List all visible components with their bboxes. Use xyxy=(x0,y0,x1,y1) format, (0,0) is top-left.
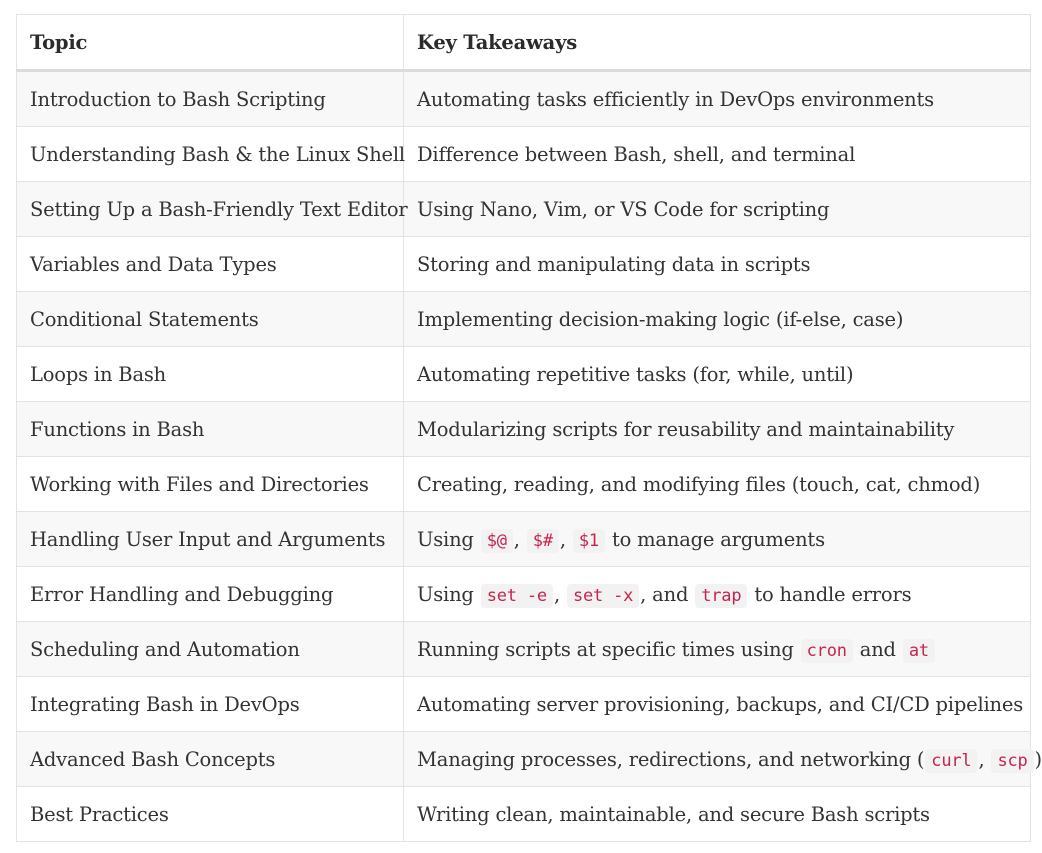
content-area xyxy=(16,14,1042,842)
takeaway-text: , xyxy=(513,527,526,551)
inline-code: scp xyxy=(991,749,1033,773)
header-key-takeaways: Key Takeaways xyxy=(404,15,1031,71)
takeaway-text: Managing processes, redirections, and networking ( xyxy=(417,747,925,771)
inline-code: $@ xyxy=(481,529,513,553)
topic-cell: Best Practices xyxy=(17,787,404,842)
takeaway-text: Automating server provisioning, backups, and CI/CD pipelines xyxy=(417,692,1024,716)
table-row xyxy=(17,237,1031,292)
takeaway-cell xyxy=(404,292,1031,347)
table-header xyxy=(17,15,1031,71)
takeaway-cell xyxy=(404,787,1031,842)
takeaway-cell xyxy=(404,127,1031,182)
table-row xyxy=(17,677,1031,732)
topic-cell: Functions in Bash xyxy=(17,402,404,457)
topic-cell: Variables and Data Types xyxy=(17,237,404,292)
table-row xyxy=(17,732,1031,787)
inline-code: set -x xyxy=(567,584,639,608)
takeaway-text: Using Nano, Vim, or VS Code for scripting xyxy=(417,197,830,221)
takeaway-text: Implementing decision-making logic (if-else, case) xyxy=(417,307,904,331)
bash-topics-table xyxy=(16,14,1042,842)
takeaway-cell xyxy=(404,402,1031,457)
takeaway-text: Automating tasks efficiently in DevOps environments xyxy=(417,87,934,111)
table-row xyxy=(17,457,1031,512)
takeaway-cell xyxy=(404,182,1031,237)
takeaway-cell xyxy=(404,237,1031,292)
takeaway-cell xyxy=(404,347,1031,402)
table-body xyxy=(17,71,1042,842)
topic-cell: Advanced Bash Concepts xyxy=(17,732,404,787)
table-row xyxy=(17,71,1031,127)
table-row xyxy=(17,127,1031,182)
topic-cell: Understanding Bash & the Linux Shell xyxy=(17,127,404,182)
table-row xyxy=(17,787,1031,842)
table-row xyxy=(17,622,1031,677)
takeaway-text: Automating repetitive tasks (for, while, until) xyxy=(417,362,854,386)
takeaway-cell xyxy=(404,71,1031,127)
table-row xyxy=(17,402,1031,457)
takeaway-cell xyxy=(404,567,1031,622)
inline-code: $# xyxy=(527,529,559,553)
header-topic: Topic xyxy=(17,15,404,71)
table-row xyxy=(17,567,1031,622)
table-row xyxy=(17,182,1031,237)
topic-cell: Scheduling and Automation xyxy=(17,622,404,677)
takeaway-text: and xyxy=(853,637,902,661)
table-row xyxy=(17,512,1031,567)
takeaway-text: Running scripts at specific times using xyxy=(417,637,800,661)
inline-code: $1 xyxy=(573,529,605,553)
takeaway-text: , xyxy=(978,747,991,771)
takeaway-cell xyxy=(404,622,1031,677)
takeaway-text: Using xyxy=(417,582,480,606)
takeaway-text: , and xyxy=(640,582,695,606)
takeaway-cell xyxy=(404,677,1031,732)
takeaway-text: ) xyxy=(1034,747,1042,771)
topic-cell: Conditional Statements xyxy=(17,292,404,347)
takeaway-cell xyxy=(404,512,1031,567)
takeaway-text: Creating, reading, and modifying files (touch, cat, chmod) xyxy=(417,472,981,496)
header-row xyxy=(17,15,1031,71)
topic-cell: Setting Up a Bash-Friendly Text Editor xyxy=(17,182,404,237)
topic-cell: Integrating Bash in DevOps xyxy=(17,677,404,732)
takeaway-text: Storing and manipulating data in scripts xyxy=(417,252,811,276)
takeaway-text: , xyxy=(559,527,572,551)
inline-code: cron xyxy=(801,639,853,663)
inline-code: curl xyxy=(925,749,977,773)
takeaway-text: Using xyxy=(417,527,480,551)
topic-cell: Error Handling and Debugging xyxy=(17,567,404,622)
takeaway-text: Writing clean, maintainable, and secure Bash scripts xyxy=(417,802,930,826)
takeaway-text: , xyxy=(553,582,566,606)
inline-code: set -e xyxy=(481,584,553,608)
topic-cell: Working with Files and Directories xyxy=(17,457,404,512)
table-row xyxy=(17,347,1031,402)
topic-cell: Introduction to Bash Scripting xyxy=(17,71,404,127)
takeaway-cell xyxy=(404,732,1042,787)
topic-cell: Loops in Bash xyxy=(17,347,404,402)
inline-code: trap xyxy=(695,584,747,608)
takeaway-text: to handle errors xyxy=(748,582,912,606)
inline-code: at xyxy=(903,639,935,663)
takeaway-cell xyxy=(404,457,1031,512)
topic-cell: Handling User Input and Arguments xyxy=(17,512,404,567)
takeaway-text: Difference between Bash, shell, and terminal xyxy=(417,142,856,166)
table-row xyxy=(17,292,1031,347)
takeaway-text: to manage arguments xyxy=(605,527,825,551)
takeaway-text: Modularizing scripts for reusability and maintainability xyxy=(417,417,955,441)
